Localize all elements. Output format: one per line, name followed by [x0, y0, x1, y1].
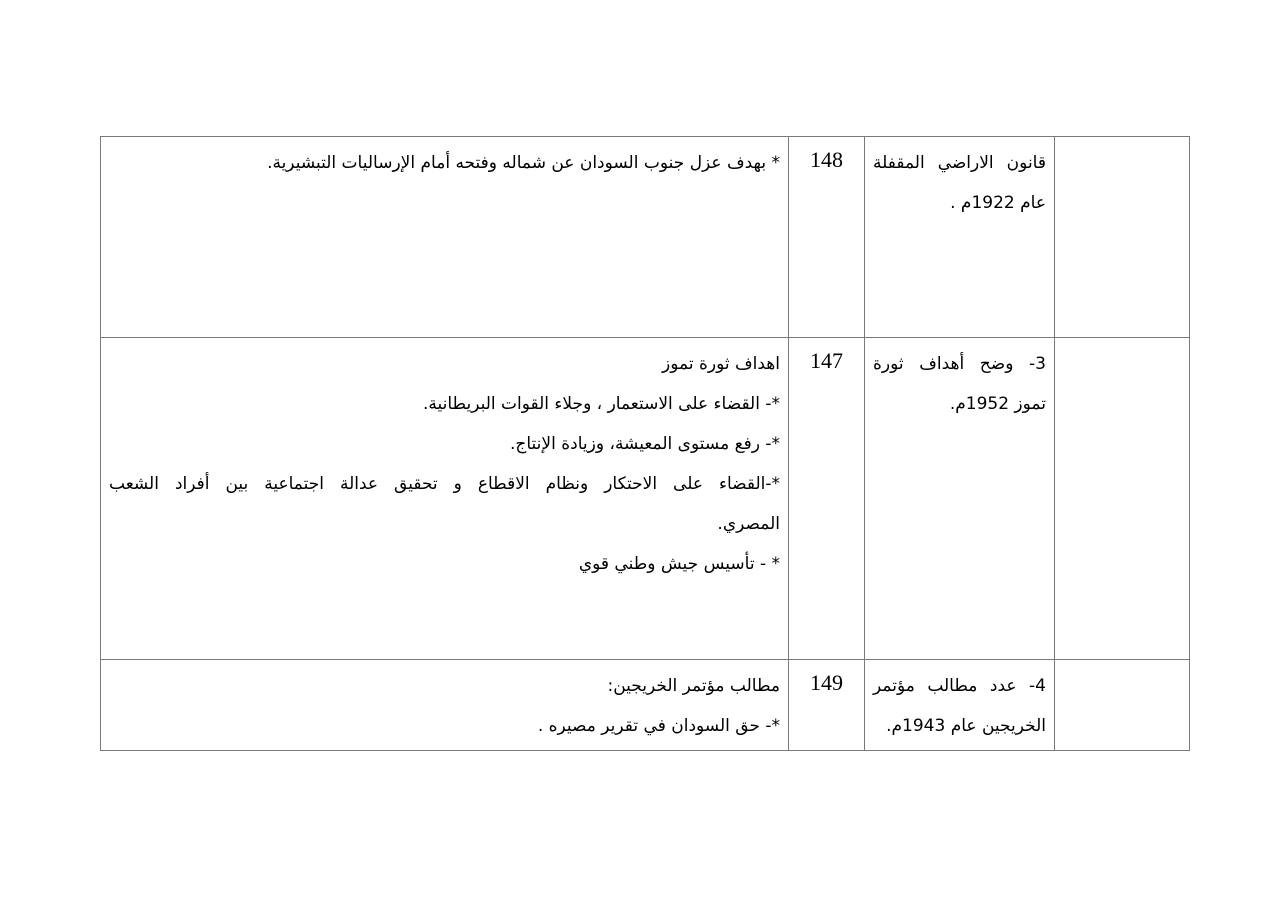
answer-heading: مطالب مؤتمر الخريجين: [607, 676, 780, 696]
question-line: 4- عدد مطالب مؤتمر [873, 676, 1046, 696]
table-row [101, 338, 1190, 660]
question-line: عام 1922م . [950, 193, 1046, 213]
blank-cell [1055, 338, 1190, 660]
question-cell [865, 137, 1055, 338]
question-line: الخريجين عام 1943م. [886, 716, 1046, 736]
answer-line: *-القضاء على الاحتكار ونظام الاقطاع و تحقيق عدالة اجتماعية بين أفراد الشعب [109, 474, 780, 494]
answer-cell [101, 660, 789, 751]
answer-line: *- رفع مستوى المعيشة، وزيادة الإنتاج. [510, 434, 780, 454]
page-number-cell [789, 660, 865, 751]
answer-heading: اهداف ثورة تموز [662, 354, 780, 374]
question-cell [865, 660, 1055, 751]
answer-table [100, 136, 1190, 751]
question-line: تموز 1952م. [949, 394, 1046, 414]
blank-cell [1055, 137, 1190, 338]
page-number-cell [789, 137, 865, 338]
question-line: 3- وضح أهداف ثورة [873, 354, 1046, 374]
answer-line: * بهدف عزل جنوب السودان عن شماله وفتحه أمام الإرساليات التبشيرية. [267, 153, 780, 173]
question-cell [865, 338, 1055, 660]
answer-line: المصري. [717, 514, 780, 534]
answer-line: *- القضاء على الاستعمار ، وجلاء القوات البريطانية. [422, 394, 780, 414]
page-number-cell [789, 338, 865, 660]
page-number: 148 [810, 147, 843, 172]
page-number: 149 [810, 670, 843, 695]
blank-cell [1055, 660, 1190, 751]
answer-cell [101, 338, 789, 660]
question-line: قانون الاراضي المقفلة [873, 153, 1046, 173]
answer-line: *- حق السودان في تقرير مصيره . [537, 716, 780, 736]
table-row [101, 137, 1190, 338]
page-number: 147 [810, 348, 843, 373]
table-row [101, 660, 1190, 751]
answer-line: * - تأسيس جيش وطني قوي [578, 554, 780, 574]
answer-cell [101, 137, 789, 338]
